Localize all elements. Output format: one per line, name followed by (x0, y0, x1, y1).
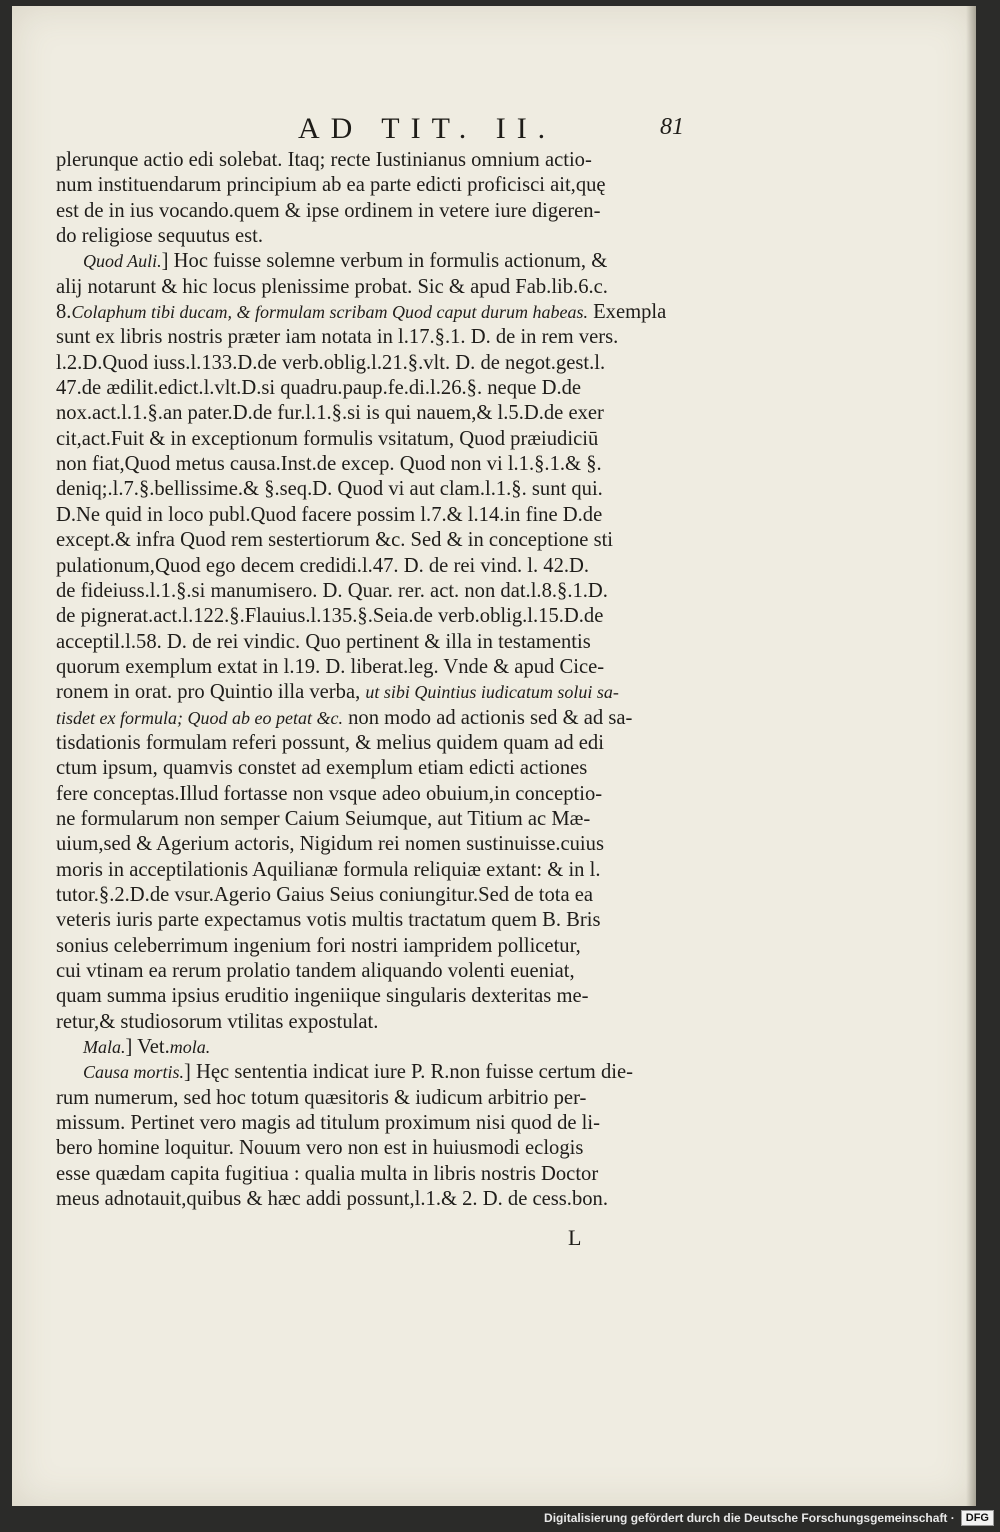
quotation: ut sibi Quintius iudicatum solui sa- (365, 682, 619, 703)
footer-credit: Digitalisierung gefördert durch die Deutsche Forschungsgemeinschaft · (544, 1511, 955, 1525)
text-line: pulationum,Quod ego decem credidi.l.47. D. de rei vind. l. 42.D. (56, 554, 590, 577)
text-fragment: 8. (56, 301, 72, 324)
lemma: Quod Auli. (83, 251, 162, 272)
digitization-footer (544, 1508, 994, 1528)
text-line: meus adnotauit,quibus & hæc addi possunt,l.1.& 2. D. de cess.bon. (56, 1188, 608, 1211)
text-fragment: ] Vet. (125, 1036, 170, 1059)
text-fragment: ] Hęc sententia indicat iure P. R.non fuisse certum die- (184, 1061, 633, 1084)
text-line: uium,sed & Agerium actoris, Nigidum rei nomen sustinuisse.cuius (56, 833, 604, 856)
body-text (56, 148, 704, 1212)
text-line: fere conceptas.Illud fortasse non vsque adeo obuium,in conceptio- (56, 782, 603, 805)
text-line: plerunque actio edi solebat. Itaq; recte Iustinianus omnium actio- (56, 149, 592, 171)
text-line (56, 249, 704, 274)
lemma: Mala. (83, 1037, 126, 1058)
text-line: cit,act.Fuit & in exceptionum formulis vsitatum, Quod præiudiciū (56, 427, 599, 450)
text-line: do religiose sequutus est. (56, 225, 264, 248)
text-line (56, 680, 704, 705)
text-line: veteris iuris parte expectamus votis multis tractatum quem B. Bris (56, 909, 601, 932)
text-line (56, 706, 704, 731)
text-line: deniq;.l.7.§.bellissime.& §.seq.D. Quod vi aut clam.l.1.§. sunt qui. (56, 478, 603, 501)
signature-mark: L (568, 1225, 582, 1250)
quotation: tisdet ex formula; Quod ab eo petat &c. (56, 707, 343, 728)
text-line: alij notarunt & hic locus plenissime probat. Sic & apud Fab.lib.6.c. (56, 275, 608, 298)
text-line: missum. Pertinet vero magis ad titulum proximum nisi quod de li- (56, 1112, 600, 1135)
text-fragment: ] Hoc fuisse solemne verbum in formulis actionum, & (161, 250, 608, 273)
dfg-logo: DFG (961, 1510, 994, 1526)
text-line: ne formularum non semper Caium Seiumque, aut Titium ac Mæ- (56, 807, 591, 830)
text-fragment: ronem in orat. pro Quintio illa verba, (56, 681, 366, 704)
text-line: quam summa ipsius eruditio ingeniique singularis dexteritas me- (56, 985, 589, 1008)
text-fragment: Exempla (587, 301, 667, 324)
text-line: ctum ipsum, quamvis constet ad exemplum etiam edicti actiones (56, 757, 588, 780)
lemma: Causa mortis. (83, 1062, 185, 1083)
text-fragment: mola. (169, 1037, 211, 1058)
text-line: l.2.D.Quod iuss.l.133.D.de verb.oblig.l.21.§.vlt. D. de negot.gest.l. (56, 351, 606, 374)
text-line: rum numerum, sed hoc totum quæsitoris & iudicum arbitrio per- (56, 1086, 587, 1109)
text-line (56, 300, 704, 325)
text-line: nox.act.l.1.§.an pater.D.de fur.l.1.§.si is qui nauem,& l.5.D.de exer (56, 402, 604, 425)
text-line: sunt ex libris nostris præter iam notata in l.17.§.1. D. de in rem vers. (56, 326, 619, 349)
text-line: retur,& studiosorum vtilitas expostulat. (56, 1010, 379, 1033)
text-line: moris in acceptilationis Aquilianæ formula reliquiæ extant: & in l. (56, 858, 601, 881)
text-line: quorum exemplum extat in l.19. D. liberat.leg. Vnde & apud Cice- (56, 655, 605, 678)
quotation: Colaphum tibi ducam, & formulam scribam Quod caput durum habeas. (71, 302, 588, 323)
book-page (12, 6, 976, 1506)
text-line: esse quædam capita fugitiua : qualia multa in libris nostris Doctor (56, 1162, 599, 1185)
text-line: 47.de ædilit.edict.l.vlt.D.si quadru.paup.fe.di.l.26.§. neque D.de (56, 377, 582, 400)
text-fragment: non modo ad actionis sed & ad sa- (342, 706, 633, 729)
text-line: D.Ne quid in loco publ.Quod facere possim l.7.& l.14.in fine D.de (56, 503, 603, 526)
text-line (56, 1035, 704, 1060)
text-line: bero homine loquitur. Nouum vero non est in huiusmodi eclogis (56, 1137, 584, 1160)
text-line: tutor.§.2.D.de vsur.Agerio Gaius Seius coniungitur.Sed de tota ea (56, 883, 594, 906)
text-line: cui vtinam ea rerum prolatio tandem aliquando volenti eueniat, (56, 960, 575, 982)
text-line: de fideiuss.l.1.§.si manumisero. D. Quar. rer. act. non dat.l.8.§.1.D. (56, 579, 608, 602)
text-line: tisdationis formulam referi possunt, & melius quidem quam ad edi (56, 731, 604, 754)
text-line (56, 1060, 704, 1085)
text-line: non fiat,Quod metus causa.Inst.de excep. Quod non vi l.1.§.1.& §. (56, 453, 602, 476)
text-line: de pignerat.act.l.122.§.Flauius.l.135.§.Seia.de verb.oblig.l.15.D.de (56, 605, 604, 628)
running-head: AD TIT. II. (298, 112, 557, 145)
text-line: num instituendarum principium ab ea parte edicti proficisci ait,quę (56, 174, 606, 197)
text-line: except.& infra Quod rem sestertiorum &c. Sed & in conceptione sti (56, 529, 614, 552)
page-number: 81 (660, 114, 684, 140)
text-line: sonius celeberrimum ingenium fori nostri iampridem pollicetur, (56, 934, 581, 957)
text-line: est de in ius vocando.quem & ipse ordinem in vetere iure digeren- (56, 199, 601, 222)
text-line: acceptil.l.58. D. de rei vindic. Quo pertinent & illa in testamentis (56, 630, 591, 653)
